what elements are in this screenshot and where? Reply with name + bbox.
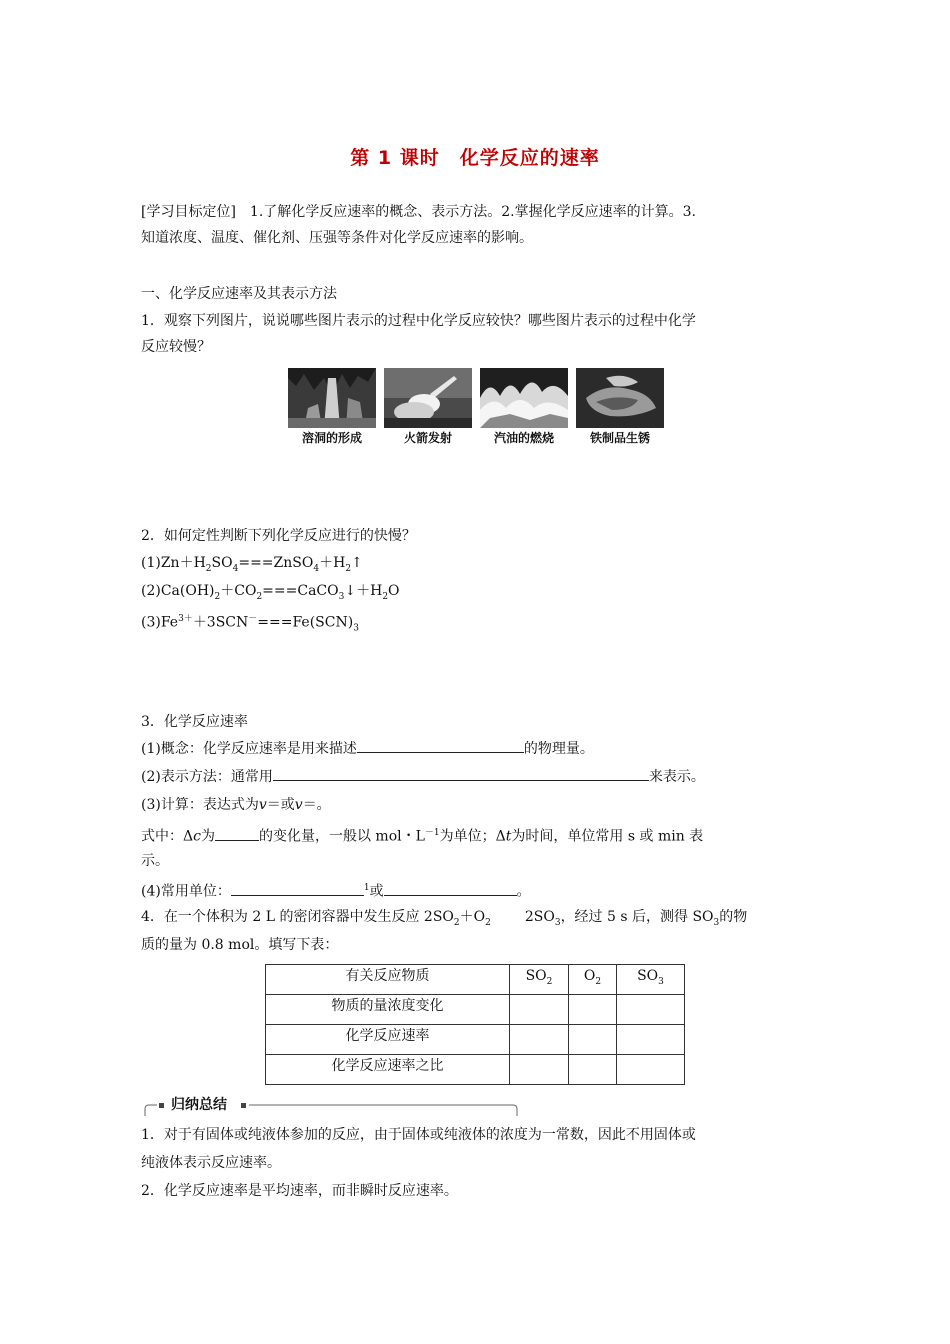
table-cell[interactable]: [569, 995, 617, 1025]
question-4-line-2: 质的量为 0.8 mol。填写下表：: [141, 937, 339, 953]
page-title: 第 1 课时 化学反应的速率: [350, 147, 600, 169]
table-cell[interactable]: [510, 1055, 569, 1085]
concept-line: (1)概念：化学反应速率是用来描述 的物理量。: [141, 738, 816, 760]
question-2-heading: 2．如何定性判断下列化学反应进行的快慢？: [141, 528, 416, 544]
table-row-label: 化学反应速率: [266, 1025, 510, 1055]
reaction-3: $(3)Fe^{3+}+3SCN^-===Fe(SCN)_3$: [141, 614, 359, 634]
summary-point-1-line-1: 1．对于有固体或纯液体参加的反应，由于固体或纯液体的浓度为一常数，因此不用固体或: [141, 1127, 696, 1143]
table-cell[interactable]: [617, 995, 685, 1025]
table-header-row: [266, 965, 685, 995]
table-row: [266, 1025, 685, 1055]
unit-blank-2[interactable]: [384, 881, 517, 896]
unit-blank-1[interactable]: [231, 881, 364, 896]
table-header-so2: $SO_2$: [510, 965, 569, 995]
table-header-label: 有关反应物质: [266, 965, 510, 995]
table-cell[interactable]: [617, 1055, 685, 1085]
summary-point-1-line-2: 纯液体表示反应速率。: [141, 1155, 281, 1171]
photo-strip: [288, 368, 662, 448]
concept-blank[interactable]: [357, 738, 524, 753]
photo-caption-2: 火箭发射: [403, 431, 452, 445]
formula-explanation-line-1: 式中：Δc为 的变化量，一般以 mol・$L^{-1}$为单位；Δt为时间，单位常用 s 或 min 表: [141, 822, 816, 848]
cave-formation-photo: [288, 368, 376, 428]
reaction-1: $(1)Zn+H_2SO_4===ZnSO_4+H_2↑$: [141, 555, 363, 574]
calculation-line: (3)计算：表达式为v＝或v＝。: [141, 797, 331, 813]
representation-blank[interactable]: [273, 766, 649, 781]
summary-label: 归纳总结: [171, 1097, 227, 1113]
formula-explanation-line-2: 示。: [141, 853, 169, 869]
photo-caption-1: 溶洞的形成: [301, 431, 362, 445]
photo-caption-4: 铁制品生锈: [589, 431, 650, 445]
table-cell[interactable]: [569, 1025, 617, 1055]
table-cell[interactable]: [569, 1055, 617, 1085]
question-1-line-1: 1．观察下列图片，说说哪些图片表示的过程中化学反应较快？哪些图片表示的过程中化学: [141, 313, 696, 329]
summary-banner: [141, 1095, 521, 1117]
reaction-data-table: [265, 964, 685, 1085]
gasoline-burning-photo: [480, 368, 568, 428]
table-row-label: 物质的量浓度变化: [266, 995, 510, 1025]
table-header-o2: $O_2$: [569, 965, 617, 995]
table-row: [266, 995, 685, 1025]
representation-line: (2)表示方法：通常用 来表示。: [141, 766, 816, 788]
photo-caption-3: 汽油的燃烧: [493, 431, 554, 445]
rocket-launch-photo: [384, 368, 472, 428]
table-row-label: 化学反应速率之比: [266, 1055, 510, 1085]
summary-point-2: 2．化学反应速率是平均速率，而非瞬时反应速率。: [141, 1183, 458, 1199]
table-cell[interactable]: [617, 1025, 685, 1055]
variable-blank[interactable]: [215, 826, 259, 841]
table-cell[interactable]: [510, 1025, 569, 1055]
table-row: [266, 1055, 685, 1085]
section-heading: 一、化学反应速率及其表示方法: [141, 286, 337, 302]
objectives-line-1: [学习目标定位] 1.了解化学反应速率的概念、表示方法。2.掌握化学反应速率的计算。3.: [141, 204, 696, 220]
iron-rusting-photo: [576, 368, 664, 428]
units-line: (4)常用单位： $^1$或 。: [141, 877, 816, 903]
reaction-2: $(2)Ca(OH)_2+CO_2===CaCO_3↓+H_2O$: [141, 583, 400, 602]
question-3-heading: 3．化学反应速率: [141, 714, 248, 730]
question-1-line-2: 反应较慢？: [141, 339, 211, 355]
table-cell[interactable]: [510, 995, 569, 1025]
objectives-line-2: 知道浓度、温度、催化剂、压强等条件对化学反应速率的影响。: [141, 230, 533, 246]
question-4-line-1: 4．在一个体积为 2 L 的密闭容器中发生反应 $2SO_2+O_2$ $2SO_3$，经过 5 s 后，测得 $SO_3$的物: [141, 909, 748, 928]
table-header-so3: $SO_3$: [617, 965, 685, 995]
